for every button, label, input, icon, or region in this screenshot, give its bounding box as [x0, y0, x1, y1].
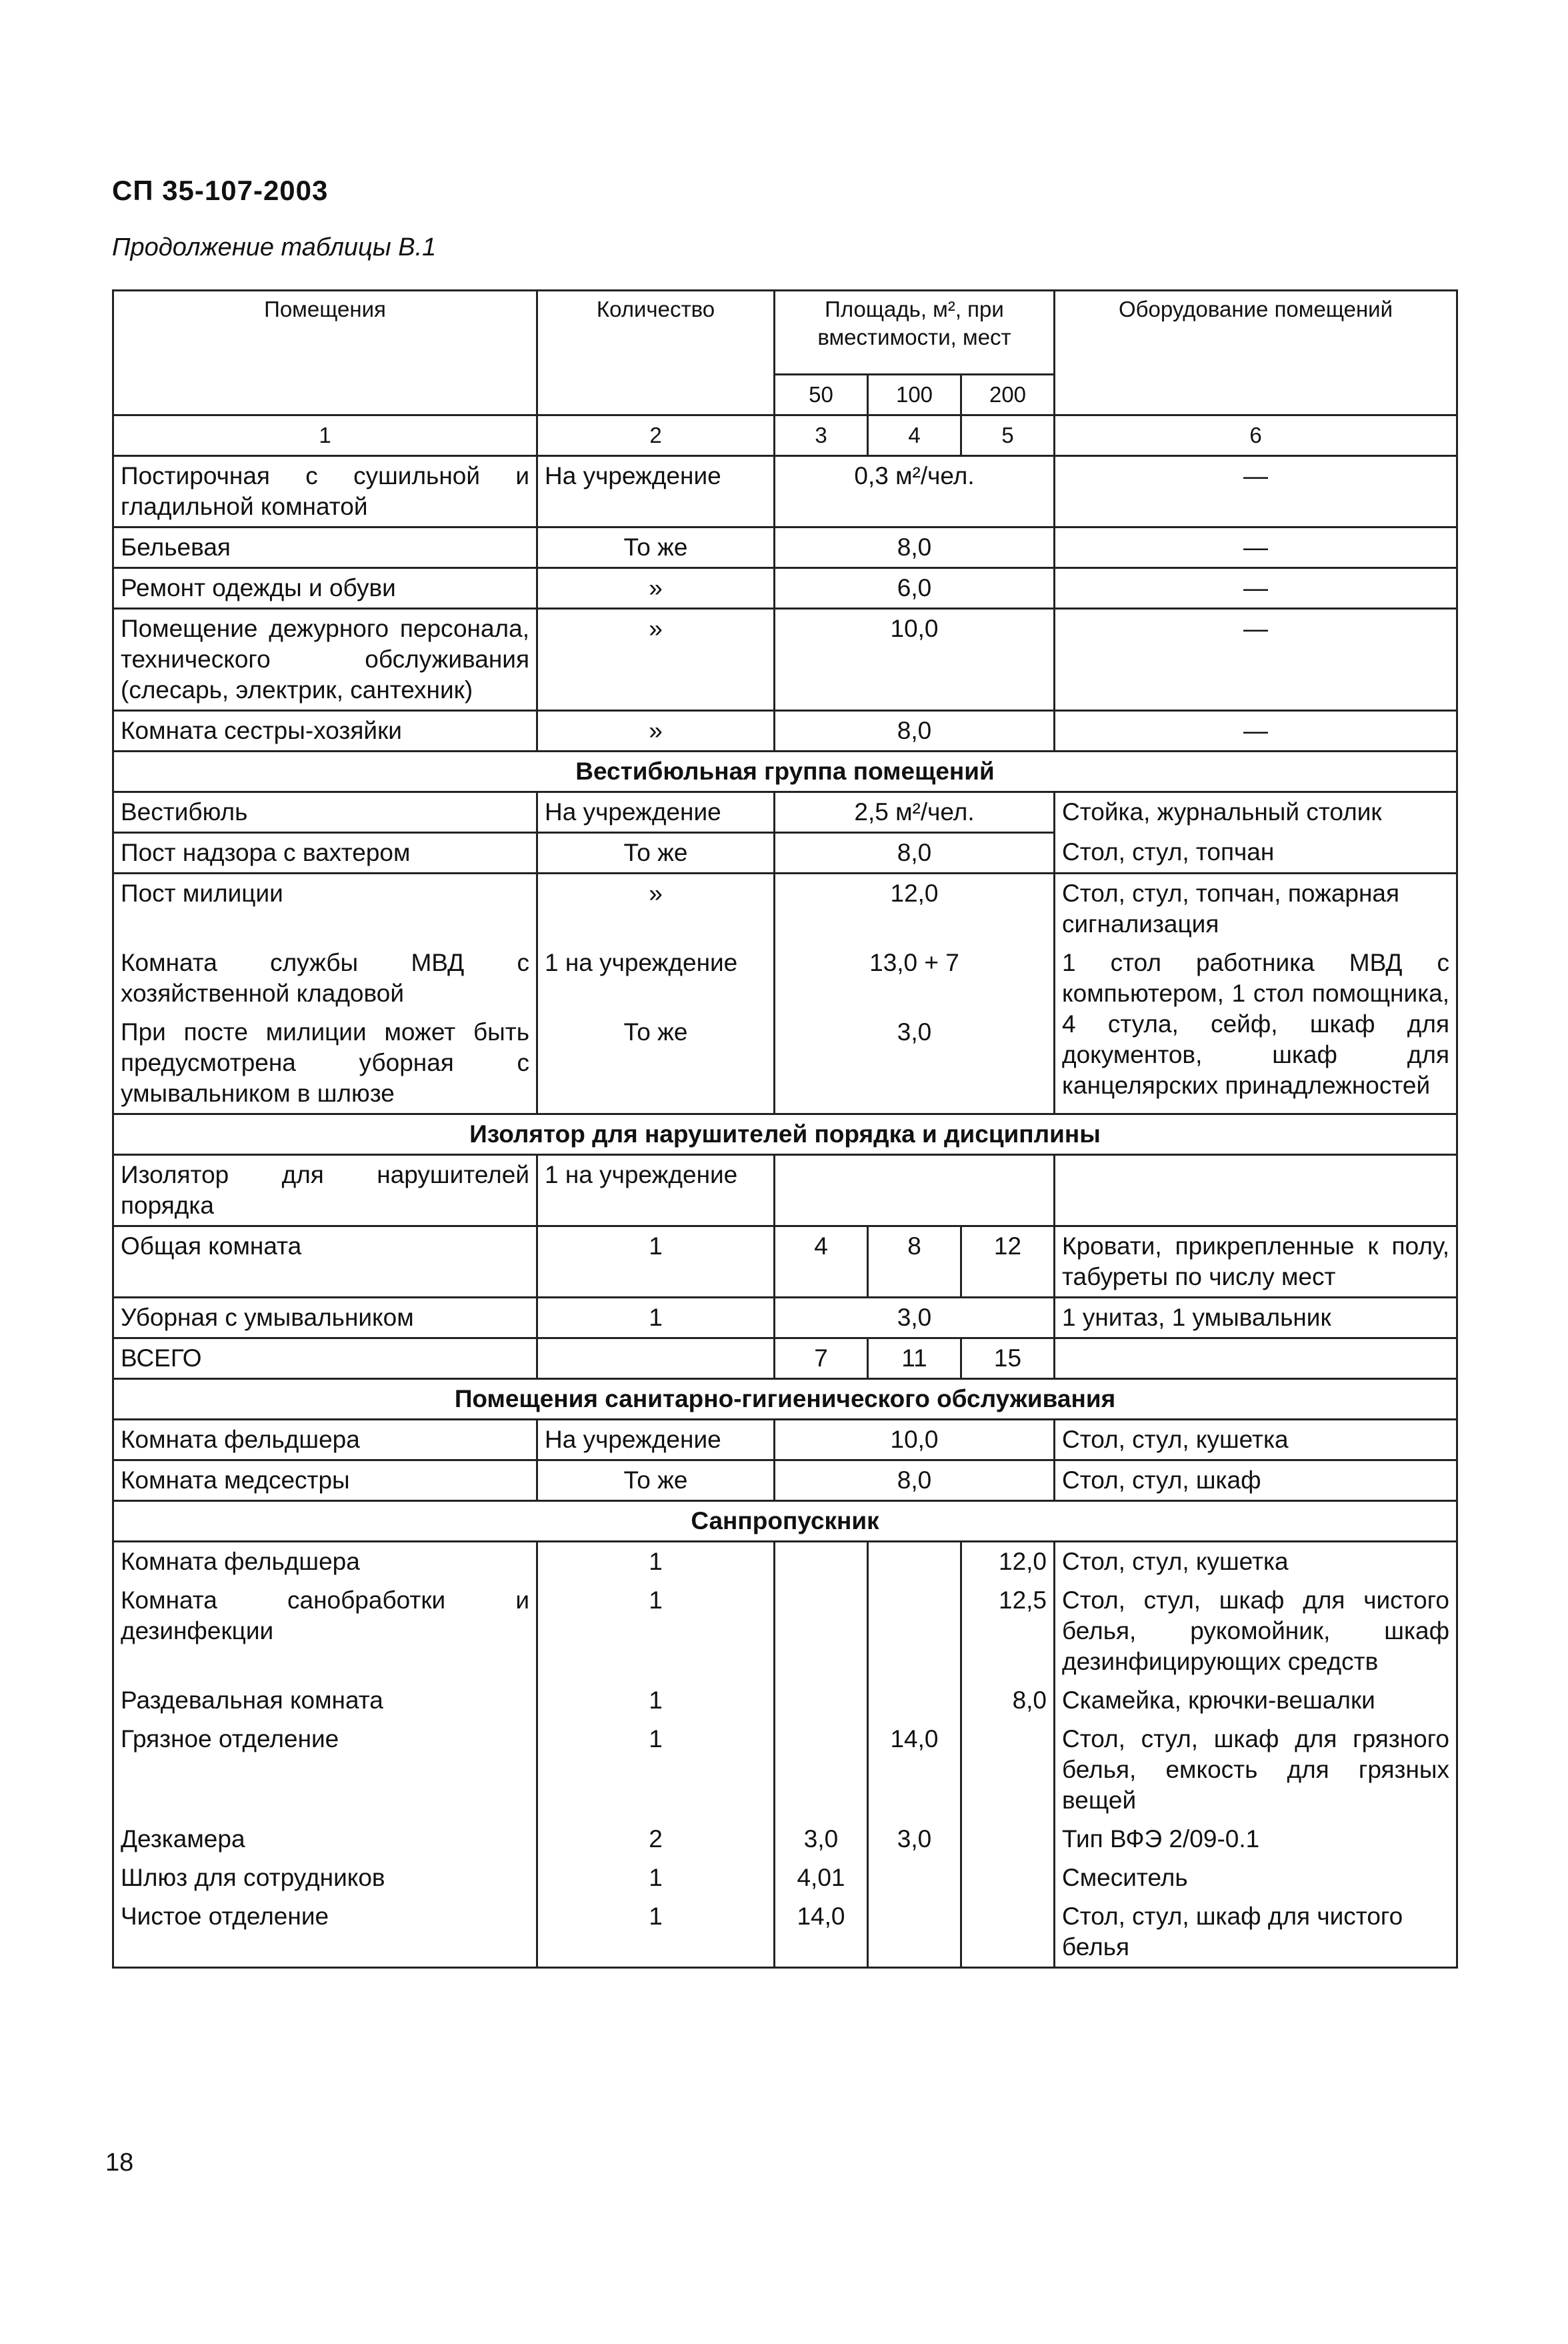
room-area: 6,0 [775, 568, 1055, 609]
room-area: 8,0 [775, 833, 1055, 874]
room-quantity: 2 [537, 1820, 775, 1859]
area-200: 12 [961, 1226, 1055, 1298]
table-row [113, 1460, 1457, 1501]
room-name: Раздевальная комната [113, 1681, 537, 1720]
room-equipment: Стол, стул, шкаф для чистого белья [1055, 1897, 1457, 1968]
room-equipment: — [1055, 568, 1457, 609]
room-area: 10,0 [775, 1420, 1055, 1460]
area-200: 8,0 [961, 1681, 1055, 1720]
room-equipment: Стол, стул, топчан [1055, 833, 1457, 874]
room-equipment: — [1055, 527, 1457, 568]
total-50: 7 [775, 1338, 868, 1379]
table-row [113, 1820, 1457, 1859]
room-quantity [537, 1338, 775, 1379]
room-area: 12,0 [775, 874, 1055, 944]
room-area: 0,3 м²/чел. [775, 456, 1055, 527]
room-name: Пост милиции [113, 874, 537, 944]
room-name: Бельевая [113, 527, 537, 568]
room-quantity: 1 на учреждение [537, 1155, 775, 1226]
table-row [113, 527, 1457, 568]
area-100: 3,0 [868, 1820, 961, 1859]
table-row [113, 1681, 1457, 1720]
area-100: 8 [868, 1226, 961, 1298]
col-num-6: 6 [1055, 415, 1457, 456]
room-equipment: Скамейка, крючки-вешалки [1055, 1681, 1457, 1720]
area-200 [961, 1720, 1055, 1820]
col-num-5: 5 [961, 415, 1055, 456]
room-equipment: Стол, стул, шкаф для чистого белья, рукомойник, шкаф дезинфицирующих средств [1055, 1581, 1457, 1681]
header-rooms: Помещения [113, 291, 537, 415]
room-quantity: 1 [537, 1859, 775, 1897]
room-area [775, 1155, 1055, 1226]
area-50: 4,01 [775, 1859, 868, 1897]
area-100 [868, 1897, 961, 1968]
table-row [113, 1581, 1457, 1681]
rooms-table [112, 289, 1458, 1969]
room-name: Грязное отделение [113, 1720, 537, 1820]
room-name: Вестибюль [113, 792, 537, 833]
table-row [113, 1155, 1457, 1226]
area-50 [775, 1720, 868, 1820]
room-quantity: » [537, 568, 775, 609]
area-200: 12,0 [961, 1542, 1055, 1582]
table-row [113, 609, 1457, 711]
table-row [113, 1859, 1457, 1897]
room-name: При посте милиции может быть предусмотрена уборная с умывальником в шлюзе [113, 1013, 537, 1114]
room-name: Комната санобработки и дезинфекции [113, 1581, 537, 1681]
header-cap-50: 50 [775, 375, 868, 415]
table-row [113, 711, 1457, 752]
room-quantity: 1 [537, 1542, 775, 1582]
room-area: 3,0 [775, 1013, 1055, 1114]
room-area: 8,0 [775, 527, 1055, 568]
room-quantity: На учреждение [537, 792, 775, 833]
room-quantity: 1 [537, 1298, 775, 1338]
area-50: 3,0 [775, 1820, 868, 1859]
room-equipment: — [1055, 456, 1457, 527]
area-100 [868, 1581, 961, 1681]
room-equipment: 1 унитаз, 1 умывальник [1055, 1298, 1457, 1338]
section-row [113, 752, 1457, 792]
total-label: ВСЕГО [113, 1338, 537, 1379]
room-area: 10,0 [775, 609, 1055, 711]
room-quantity: 1 [537, 1681, 775, 1720]
room-quantity: На учреждение [537, 1420, 775, 1460]
area-50 [775, 1542, 868, 1582]
header-cap-200: 200 [961, 375, 1055, 415]
section-title-isolator: Изолятор для нарушителей порядка и дисциплины [113, 1114, 1457, 1155]
table-row [113, 1338, 1457, 1379]
table-row [113, 1897, 1457, 1968]
area-200 [961, 1897, 1055, 1968]
table-row [113, 1226, 1457, 1298]
room-equipment: Тип ВФЭ 2/09-0.1 [1055, 1820, 1457, 1859]
room-equipment [1055, 1338, 1457, 1379]
area-100 [868, 1681, 961, 1720]
section-row [113, 1114, 1457, 1155]
area-50: 14,0 [775, 1897, 868, 1968]
document-code: СП 35-107-2003 [112, 175, 329, 206]
header-quantity: Количество [537, 291, 775, 415]
section-title-sanitary: Помещения санитарно-гигиенического обслуживания [113, 1379, 1457, 1420]
table-row [113, 568, 1457, 609]
col-num-2: 2 [537, 415, 775, 456]
area-50: 4 [775, 1226, 868, 1298]
col-num-3: 3 [775, 415, 868, 456]
section-row [113, 1379, 1457, 1420]
room-equipment: — [1055, 711, 1457, 752]
room-name: Постирочная с сушильной и гладильной комнатой [113, 456, 537, 527]
room-equipment: Стол, стул, топчан, пожарная сигнализация [1055, 874, 1457, 944]
header-row [113, 291, 1457, 375]
room-area: 8,0 [775, 1460, 1055, 1501]
room-name: Дезкамера [113, 1820, 537, 1859]
room-name: Комната сестры-хозяйки [113, 711, 537, 752]
col-num-4: 4 [868, 415, 961, 456]
table-row [113, 792, 1457, 833]
room-area: 13,0 + 7 [775, 944, 1055, 1013]
room-quantity: 1 [537, 1581, 775, 1681]
room-equipment: Стол, стул, кушетка [1055, 1420, 1457, 1460]
room-equipment: Стойка, журнальный столик [1055, 792, 1457, 833]
col-num-1: 1 [113, 415, 537, 456]
room-name: Чистое отделение [113, 1897, 537, 1968]
table-row [113, 833, 1457, 874]
room-equipment: Смеситель [1055, 1859, 1457, 1897]
header-area: Площадь, м², при вместимости, мест [775, 291, 1055, 375]
room-quantity: » [537, 609, 775, 711]
room-name: Комната службы МВД с хозяйственной кладовой [113, 944, 537, 1013]
room-name: Комната фельдшера [113, 1420, 537, 1460]
area-200 [961, 1820, 1055, 1859]
room-quantity: 1 на учреждение [537, 944, 775, 1013]
table-row [113, 1420, 1457, 1460]
area-50 [775, 1581, 868, 1681]
room-area: 3,0 [775, 1298, 1055, 1338]
area-50 [775, 1681, 868, 1720]
header-equipment: Оборудование помещений [1055, 291, 1457, 415]
room-quantity: » [537, 711, 775, 752]
area-200: 12,5 [961, 1581, 1055, 1681]
room-quantity: То же [537, 833, 775, 874]
room-name: Комната медсестры [113, 1460, 537, 1501]
area-100 [868, 1542, 961, 1582]
room-quantity: 1 [537, 1226, 775, 1298]
room-name: Ремонт одежды и обуви [113, 568, 537, 609]
total-100: 11 [868, 1338, 961, 1379]
room-quantity: На учреждение [537, 456, 775, 527]
area-100: 14,0 [868, 1720, 961, 1820]
room-quantity: 1 [537, 1897, 775, 1968]
room-equipment: 1 стол работника МВД с компьютером, 1 стол помощника, 4 стула, сейф, шкаф для документов, шкаф для канцелярских принадлежностей [1055, 944, 1457, 1114]
room-equipment: Кровати, прикрепленные к полу, табуреты по числу мест [1055, 1226, 1457, 1298]
room-quantity: То же [537, 527, 775, 568]
room-name: Общая комната [113, 1226, 537, 1298]
area-100 [868, 1859, 961, 1897]
room-quantity: 1 [537, 1720, 775, 1820]
room-name: Уборная с умывальником [113, 1298, 537, 1338]
room-name: Пост надзора с вахтером [113, 833, 537, 874]
table-row [113, 874, 1457, 944]
room-name: Комната фельдшера [113, 1542, 537, 1582]
room-equipment: Стол, стул, шкаф для грязного белья, емкость для грязных вещей [1055, 1720, 1457, 1820]
room-name: Помещение дежурного персонала, технического обслуживания (слесарь, электрик, сантехник) [113, 609, 537, 711]
page-number: 18 [105, 2149, 134, 2177]
room-area: 8,0 [775, 711, 1055, 752]
table-row [113, 456, 1457, 527]
room-equipment [1055, 1155, 1457, 1226]
total-200: 15 [961, 1338, 1055, 1379]
room-area: 2,5 м²/чел. [775, 792, 1055, 833]
section-title-vestibule: Вестибюльная группа помещений [113, 752, 1457, 792]
room-name: Изолятор для нарушителей порядка [113, 1155, 537, 1226]
table-row [113, 944, 1457, 1013]
area-200 [961, 1859, 1055, 1897]
room-equipment: Стол, стул, шкаф [1055, 1460, 1457, 1501]
room-quantity: » [537, 874, 775, 944]
room-quantity: То же [537, 1013, 775, 1114]
column-number-row [113, 415, 1457, 456]
table-row [113, 1542, 1457, 1582]
section-row [113, 1501, 1457, 1542]
table-row [113, 1298, 1457, 1338]
table-continuation-caption: Продолжение таблицы В.1 [112, 233, 437, 261]
header-cap-100: 100 [868, 375, 961, 415]
section-title-sanpass: Санпропускник [113, 1501, 1457, 1542]
room-equipment: — [1055, 609, 1457, 711]
room-quantity: То же [537, 1460, 775, 1501]
room-name: Шлюз для сотрудников [113, 1859, 537, 1897]
table-row [113, 1720, 1457, 1820]
room-equipment: Стол, стул, кушетка [1055, 1542, 1457, 1582]
